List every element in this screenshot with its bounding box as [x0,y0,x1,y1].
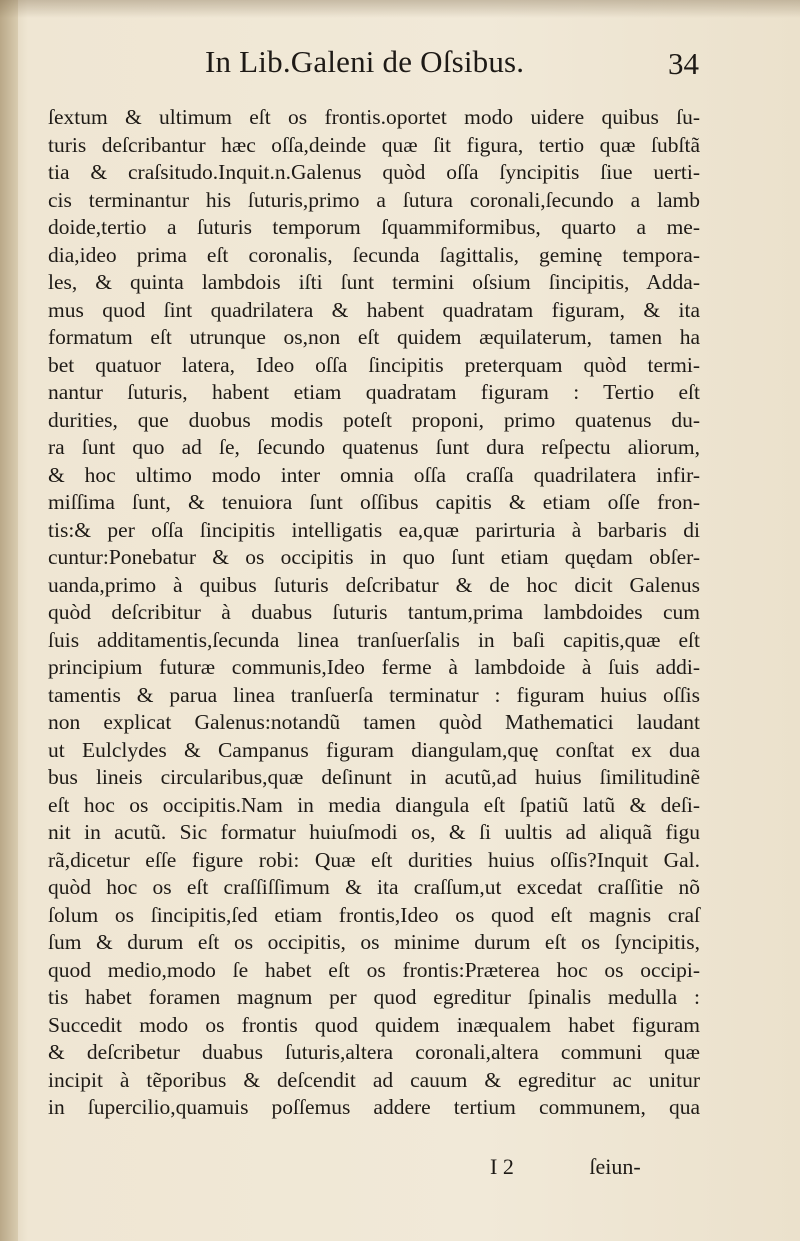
text-line: miſſima ſunt, & tenuiora ſunt oſſibus capitis & etiam oſſe fron- [48,490,700,514]
text-line: mus quod ſint quadrilatera & habent quadratam figuram, & ita [48,297,700,322]
text-line: les, & quinta lambdois iſti ſunt termini oſsium ſincipitis, Adda- [48,270,700,294]
text-line: Succedit modo os frontis quod quidem inæqualem habet figuram [48,1012,700,1037]
text-line: principium futuræ communis,Ideo ferme à lambdoide à ſuis addi- [48,655,700,679]
text-line: bus lineis circularibus,quæ deſinunt in acutũ,ad huius ſimilitudinẽ [48,765,700,789]
text-line: cis terminantur his ſuturis,primo a ſutura coronali,ſecundo a lamb [48,187,700,212]
text-line: cuntur:Ponebatur & os occipitis in quo ſunt etiam quędam obſer- [48,545,700,569]
text-line: non explicat Galenus:notandũ tamen quòd Mathematici laudant [48,710,700,734]
text-line: ſolum os ſincipitis,ſed etiam frontis,Ideo os quod eſt magnis craſ [48,902,700,927]
text-line: durities, que duobus modis poteſt proponi, primo quatenus du- [48,407,700,432]
text-line: quod medio,modo ſe habet eſt os frontis:Præterea hoc os occipi- [48,957,700,982]
body-text [48,104,700,1122]
text-line: tis:& per oſſa ſincipitis intelligatis ea,quæ parirturia à barbaris di [48,517,700,542]
catchword: ſeiun- [589,1154,641,1179]
text-line: ſuis additamentis,ſecunda linea tranſuerſalis in baſi capitis,quæ eſt [48,627,700,652]
text-line: tamentis & parua linea tranſuerſa terminatur : figuram huius oſſis [48,682,700,707]
text-line: quòd deſcribitur à duabus ſuturis tantum,prima lambdoides cum [48,600,700,624]
text-line: turis deſcribantur hæc oſſa,deinde quæ ſit figura, tertio quæ ſubſtã [48,132,700,157]
text-line: eſt hoc os occipitis.Nam in media diangula eſt ſpatiũ latũ & deſi- [48,792,700,817]
text-line: incipit à tẽporibus & deſcendit ad cauum & egreditur ac unitur [48,1067,700,1092]
text-line: nantur ſuturis, habent etiam quadratam figuram : Tertio eſt [48,380,700,404]
page-edge-shadow [0,0,800,18]
text-line: nit in acutũ. Sic formatur huiuſmodi os, & ſi uultis ad aliquã figu [48,820,700,844]
text-line: ſum & durum eſt os occipitis, os minime durum eſt os ſyncipitis, [48,930,700,954]
text-line: bet quatuor latera, Ideo oſſa ſincipitis preterquam quòd termi- [48,352,700,377]
text-line: & hoc ultimo modo inter omnia oſſa craſſa quadrilatera infir- [48,462,700,487]
page-footer [490,1154,641,1180]
text-line: & deſcribetur duabus ſuturis,altera coronali,altera communi quæ [48,1040,700,1064]
text-line: formatum eſt utrunque os,non eſt quidem æquilaterum, tamen ha [48,325,700,349]
running-head: In Lib.Galeni de Oſsibus. [205,44,525,79]
page-number: 34 [668,46,699,81]
text-line: ſextum & ultimum eſt os frontis.oportet modo uidere quibus ſu- [48,105,700,129]
text-line: tis habet foramen magnum per quod egreditur ſpinalis medulla : [48,985,700,1009]
signature-mark: I 2 [490,1154,514,1179]
text-line: uanda,primo à quibus ſuturis deſcribatur & de hoc dicit Galenus [48,572,700,597]
text-line: ra ſunt quo ad ſe, ſecundo quatenus ſunt dura reſpectu aliorum, [48,435,700,459]
page-gutter [0,0,18,1241]
text-line: doide,tertio a ſuturis temporum ſquammiformibus, quarto a me- [48,215,700,239]
text-line: in ſupercilio,quamuis poſſemus addere tertium communem, qua [48,1095,700,1119]
text-line: ut Eulclydes & Campanus figuram diangulam,quę conſtat ex dua [48,737,700,762]
text-line: quòd hoc os eſt craſſiſſimum & ita craſſum,ut excedat craſſitie nõ [48,875,700,899]
text-line: tia & craſsitudo.Inquit.n.Galenus quòd oſſa ſyncipitis ſiue uerti- [48,160,700,184]
text-line: dia,ideo prima eſt coronalis, ſecunda ſagittalis, geminę tempora- [48,242,700,267]
text-line: rã,dicetur eſſe figure robi: Quæ eſt durities huius oſſis?Inquit Gal. [48,847,700,872]
